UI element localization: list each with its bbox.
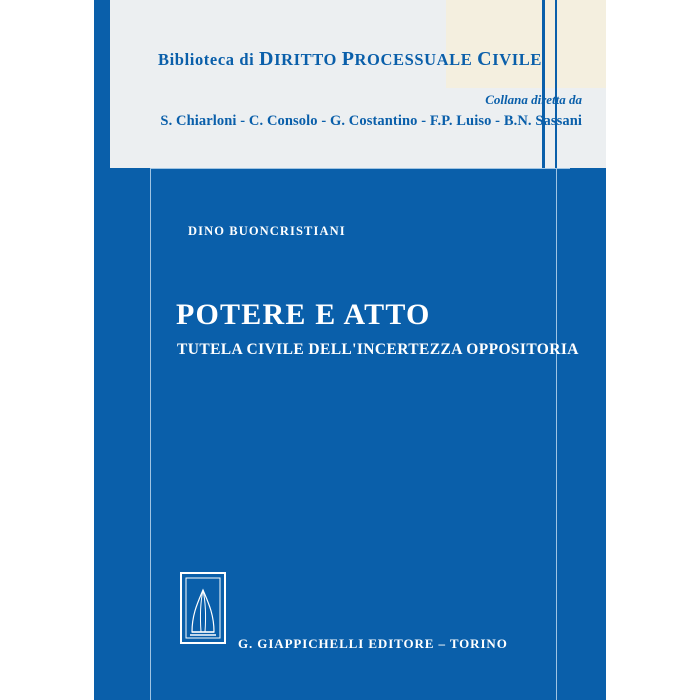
series-word-2: ROCESSUALE [354, 50, 473, 69]
cover-inner-frame-right-rule [556, 168, 557, 700]
series-word-3-cap: C [477, 48, 493, 70]
masthead-vertical-rule-2 [555, 0, 557, 168]
giappichelli-logo-icon [180, 572, 226, 644]
book-cover [94, 0, 606, 700]
collana-editors: S. Chiarloni - C. Consolo - G. Costantino - F.P. Luiso - B.N. Sassani [160, 113, 582, 129]
book-title: POTERE E ATTO [176, 298, 431, 331]
series-word-3: IVILE [492, 50, 542, 69]
series-title [94, 48, 606, 71]
masthead-ivory-block [446, 0, 606, 88]
publisher-name: G. GIAPPICHELLI EDITORE – TORINO [238, 636, 508, 651]
masthead-vertical-rule-1 [542, 0, 545, 168]
collana-direction-label: Collana diretta da [485, 92, 582, 107]
masthead-left-blue-bar [94, 0, 110, 168]
author-name: DINO BUONCRISTIANI [188, 224, 346, 238]
series-word-1-cap: D [259, 48, 275, 70]
series-word-2-cap: P [341, 48, 355, 70]
series-word-1: IRITTO [274, 50, 337, 69]
series-prefix: Biblioteca di [158, 50, 255, 69]
book-subtitle: TUTELA CIVILE DELL'INCERTEZZA OPPOSITORIA [177, 341, 579, 358]
cover-masthead [94, 0, 606, 168]
